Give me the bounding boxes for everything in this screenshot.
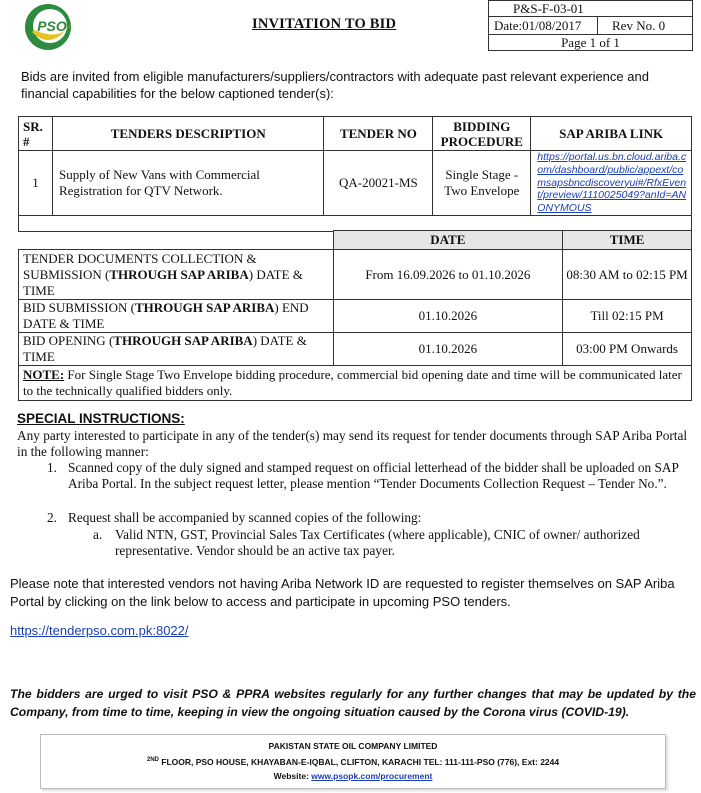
list-number: 1.: [47, 460, 57, 475]
note-row: [19, 366, 692, 401]
col-header-ariba-link: SAP ARIBA LINK: [531, 117, 692, 151]
cell-procedure: Single Stage - Two Envelope: [433, 151, 531, 216]
table-row: [19, 333, 692, 366]
col-header-blank: [19, 231, 334, 250]
doc-code: P&S-F-03-01: [489, 1, 692, 17]
ariba-link[interactable]: [531, 151, 692, 216]
note-text: For Single Stage Two Envelope bidding procedure, commercial bid opening date and time will be communicated later to the technically qualified bidders only.: [23, 367, 682, 398]
page-title: INVITATION TO BID: [252, 16, 397, 32]
list-item: Request shall be accompanied by scanned copies of the following:: [68, 510, 422, 525]
cell-sr: 1: [19, 151, 53, 216]
schedule-time: 08:30 AM to 02:15 PM: [563, 250, 692, 300]
doc-date: Date:01/08/2017: [489, 17, 598, 34]
col-header-sr: SR. #: [19, 117, 53, 151]
tender-portal-link[interactable]: https://tenderpso.com.pk:8022/: [10, 623, 189, 638]
col-header-time: TIME: [563, 231, 692, 250]
cell-description: Supply of New Vans with Commercial Registration for QTV Network.: [52, 151, 324, 216]
svg-text:PSO: PSO: [37, 18, 67, 34]
schedule-time: 03:00 PM Onwards: [563, 333, 692, 366]
table-row: [19, 151, 692, 216]
schedule-date: From 16.09.2026 to 01.10.2026: [333, 250, 563, 300]
list-item: Valid NTN, GST, Provincial Sales Tax Certificates (where applicable), CNIC of owner/ authorized representative. Vendor should be an active tax payer.: [115, 527, 640, 558]
ariba-link-text[interactable]: https://portal.us.bn.cloud.ariba.com/dashboard/public/appext/comsapsbncdiscoveryui#/RfxEvent/preview/1110025049?anId=ANONYMOUS: [537, 151, 687, 215]
schedule-label: TENDER DOCUMENTS COLLECTION & SUBMISSION (THROUGH SAP ARIBA) DATE & TIME: [19, 250, 334, 300]
list-item: Scanned copy of the duly signed and stamped request on official letterhead of the bidder shall be uploaded on SAP Ariba Portal. In the subject request letter, please mention “Tender Documents Collection Request – Tender No.”.: [68, 460, 679, 491]
special-instructions-body: Any party interested to participate in any of the tender(s) may send its request for tender documents through SAP Ariba Portal in the following manner:: [17, 428, 688, 459]
tenders-table: [18, 116, 692, 232]
schedule-date: 01.10.2026: [333, 300, 563, 333]
note-label: NOTE:: [23, 367, 65, 382]
pso-logo: [22, 2, 78, 52]
bidders-note: The bidders are urged to visit PSO & PPRA websites regularly for any further changes that may be updated by the Company, from time to time, keeping in view the ongoing situation caused by the Corona virus (COVID-19).: [10, 687, 696, 719]
doc-rev: Rev No. 0: [612, 18, 666, 33]
doc-page: Page 1 of 1: [561, 35, 620, 50]
special-instructions-heading: SPECIAL INSTRUCTIONS:: [17, 411, 185, 426]
col-header-procedure: BIDDING PROCEDURE: [433, 117, 531, 151]
schedule-time: Till 02:15 PM: [563, 300, 692, 333]
col-header-tender-no: TENDER NO: [324, 117, 433, 151]
register-note: Please note that interested vendors not having Ariba Network ID are requested to register themselves on SAP Ariba Portal by clicking on the link below to access and participate in upcoming PSO tenders.: [10, 576, 675, 609]
schedule-date: 01.10.2026: [333, 333, 563, 366]
col-header-date: DATE: [333, 231, 563, 250]
schedule-label: BID OPENING (THROUGH SAP ARIBA) DATE & TIME: [19, 333, 334, 366]
schedule-label: BID SUBMISSION (THROUGH SAP ARIBA) END DATE & TIME: [19, 300, 334, 333]
footer-address: $^{2ND}$ FLOOR, PSO HOUSE, KHAYABAN-E-IQBAL, CLIFTON, KARACHI TEL: 111-111-PSO (776), Ext: 2244: [146, 756, 560, 767]
list-number: 2.: [47, 510, 57, 525]
intro-paragraph: Bids are invited from eligible manufacturers/suppliers/contractors with adequate past relevant experience and financial capabilities for the below captioned tender(s):: [21, 69, 649, 101]
footer-company: PAKISTAN STATE OIL COMPANY LIMITED: [268, 741, 438, 751]
cell-tender-no: QA-20021-MS: [324, 151, 433, 216]
schedule-table: [18, 230, 692, 401]
table-row: [19, 250, 692, 300]
footer-box: [40, 734, 666, 789]
footer-website: Website: www.psopk.com/procurement: [273, 770, 433, 781]
footer-website-link[interactable]: www.psopk.com/procurement: [311, 770, 433, 781]
document-info-box: [488, 0, 693, 51]
list-letter: a.: [93, 527, 103, 542]
table-row: [19, 300, 692, 333]
col-header-description: TENDERS DESCRIPTION: [52, 117, 324, 151]
